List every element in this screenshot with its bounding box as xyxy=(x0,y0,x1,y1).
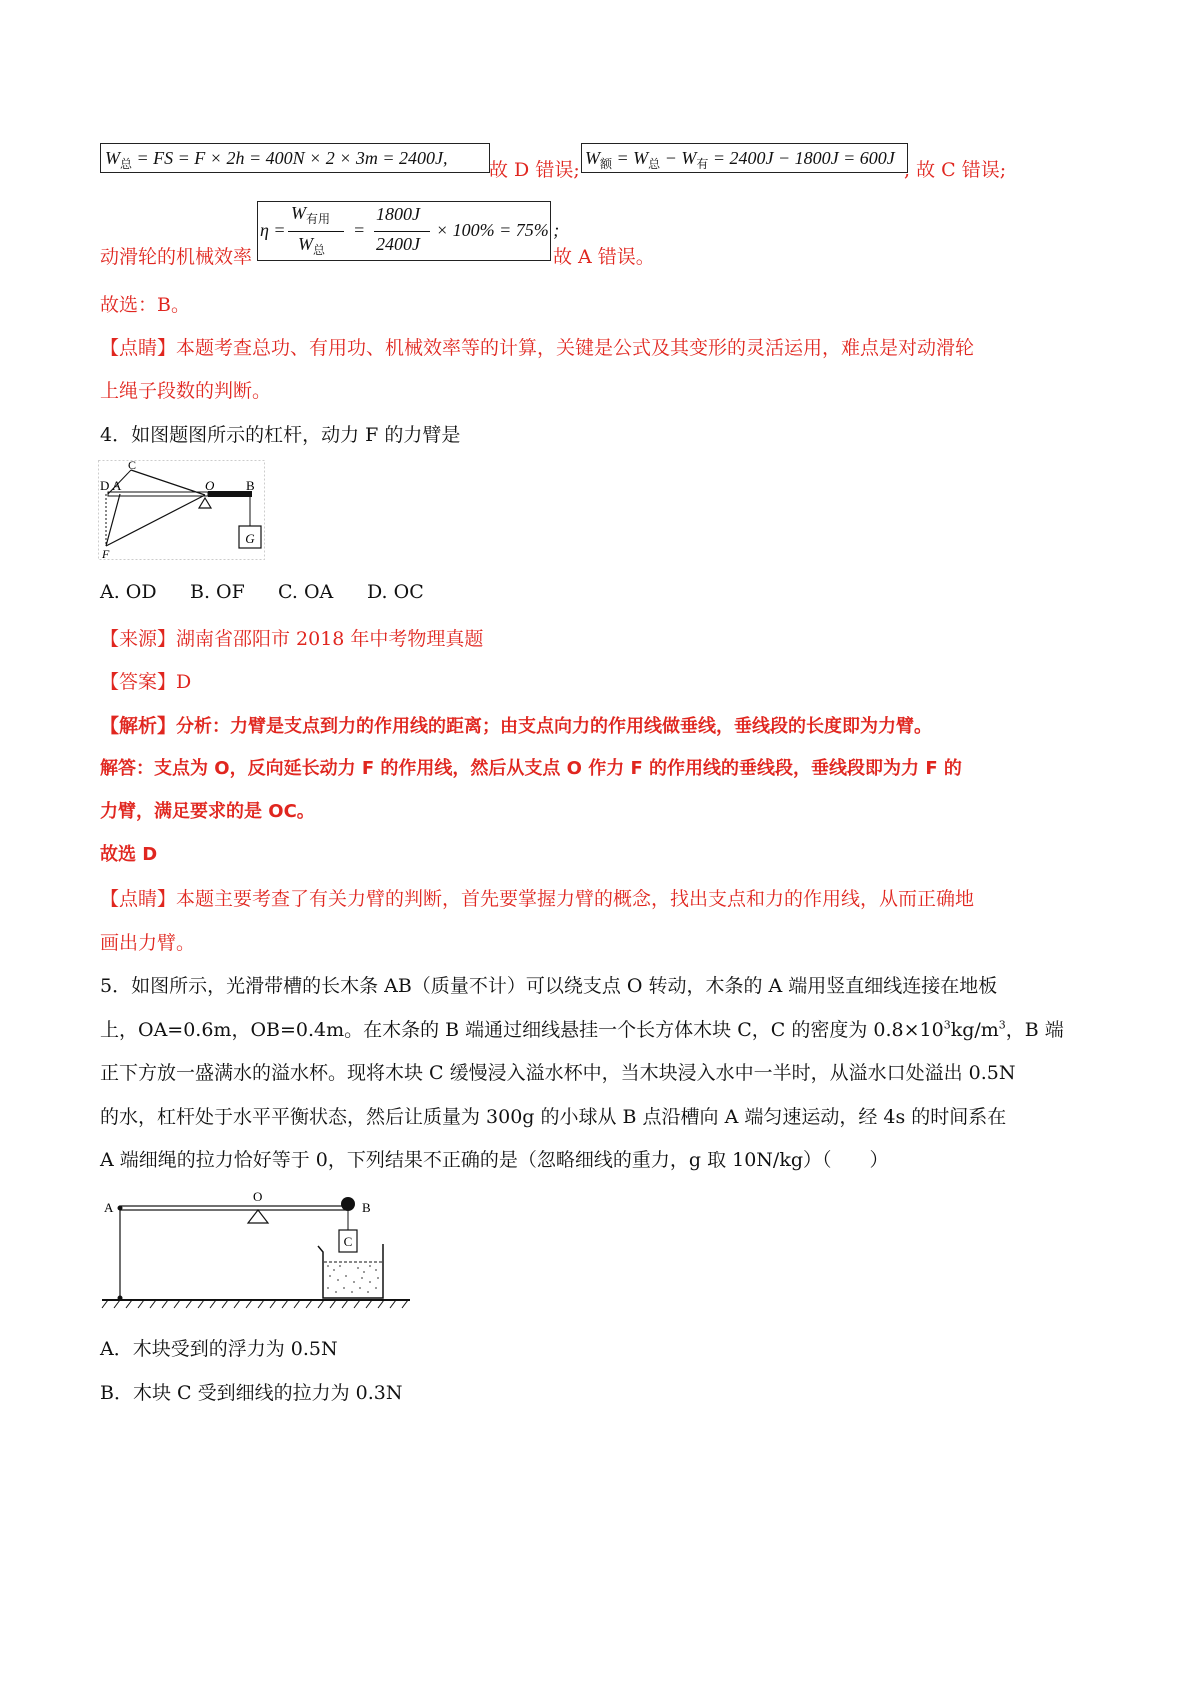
q5-lever-figure xyxy=(98,1186,418,1311)
formula-total-work: $W_总$ = FS = F × 2h = 400N × 2 × 3m = 2400J, xyxy=(100,143,490,173)
label-O: O xyxy=(253,1189,263,1204)
q4-source: 【来源】湖南省邵阳市 2018 年中考物理真题 xyxy=(100,628,484,650)
label-A: A xyxy=(112,478,122,493)
text-c-wrong: , 故 C 错误; xyxy=(904,159,1007,181)
q4-comment-line2: 画出力臂。 xyxy=(100,932,196,954)
q4-analysis-line3: 力臂，满足要求的是 OC。 xyxy=(100,801,315,822)
label-G: G xyxy=(245,531,255,546)
eta-num2: 1800J xyxy=(376,204,420,224)
label-F: F xyxy=(102,547,110,560)
q4-option-a: A. OD xyxy=(100,581,157,603)
text-a-wrong: 故 A 错误。 xyxy=(553,246,655,268)
label-O: O xyxy=(205,478,215,493)
q5-line4: 的水，杠杆处于水平平衡状态，然后让质量为 300g 的小球从 B 点沿槽向 A 端匀速运动，经 4s 的时间系在 xyxy=(100,1106,1007,1128)
text-d-wrong: 故 D 错误; xyxy=(489,159,580,181)
eta-den2: 2400J xyxy=(376,234,420,254)
label-D: D xyxy=(100,478,110,493)
q5-line2: 上，OA=0.6m，OB=0.4m。在木条的 B 端通过细线悬挂一个长方体木块 C，C 的密度为 $0.8\times 10^3kg/m^3$，B 端 xyxy=(100,1018,1064,1041)
q5-option-a: A．木块受到的浮力为 0.5N xyxy=(100,1338,338,1360)
lever-beaker-diagram xyxy=(98,1186,418,1311)
formula-efficiency xyxy=(257,201,560,261)
q5-line5: A 端细绳的拉力恰好等于 0，下列结果不正确的是（忽略细线的重力，g 取 10N/kg）（ ） xyxy=(100,1149,889,1171)
eta-symbol: η = xyxy=(260,220,286,240)
q3-choice: 故选：B。 xyxy=(100,294,190,316)
q5-line3: 正下方放一盛满水的溢水杯。现将木块 C 缓慢浸入溢水杯中，当木块浸入水中一半时，从溢水口处溢出 0.5N xyxy=(100,1062,1016,1084)
label-B: B xyxy=(362,1200,371,1215)
q4-option-d: D. OC xyxy=(367,581,424,603)
eta-equals: = xyxy=(353,220,366,240)
q3-comment-line2: 上绳子段数的判断。 xyxy=(100,380,272,402)
fraction-bar-1 xyxy=(288,231,344,232)
efficiency-label: 动滑轮的机械效率 xyxy=(100,246,253,268)
q3-comment: 【点睛】本题考查总功、有用功、机械效率等的计算，关键是公式及其变形的灵活运用，难点是对动滑轮 xyxy=(100,337,975,359)
eta-numerator: $W_{有用}$ xyxy=(291,203,331,226)
eta-denominator: $W_总$ xyxy=(298,234,326,257)
q5-option-b: B．木块 C 受到细线的拉力为 0.3N xyxy=(100,1382,403,1404)
q4-answer: 【答案】D xyxy=(100,671,192,693)
q5-line1: 5．如图所示，光滑带槽的长木条 AB（质量不计）可以绕支点 O 转动，木条的 A 端用竖直细线连接在地板 xyxy=(100,975,998,997)
q4-option-c: C. OA xyxy=(278,581,334,603)
label-A: A xyxy=(104,1200,114,1215)
lever-diagram xyxy=(98,460,268,560)
label-C: C xyxy=(128,460,137,472)
q4-comment: 【点睛】本题主要考查了有关力臂的判断，首先要掌握力臂的概念，找出支点和力的作用线，从而正确地 xyxy=(100,888,975,910)
q4-analysis-line1: 【解析】分析：力臂是支点到力的作用线的距离；由支点向力的作用线做垂线，垂线段的长度即为力臂。 xyxy=(100,715,933,737)
q4-option-b: B. OF xyxy=(190,581,245,603)
formula-extra-work: $W_额 = W_总 - W_有 = 2400J - 1800J = 600J$ xyxy=(581,143,908,173)
fraction-bar-2 xyxy=(374,231,430,232)
q4-stem: 4．如图题图所示的杠杆，动力 F 的力臂是 xyxy=(100,424,461,446)
q4-lever-figure xyxy=(98,460,268,560)
label-B: B xyxy=(246,478,255,493)
eta-rest: × 100% = 75% ; xyxy=(436,220,560,240)
q4-analysis-line4: 故选 D xyxy=(100,844,158,865)
q4-analysis-line2: 解答：支点为 O，反向延长动力 F 的作用线，然后从支点 O 作力 F 的作用线的垂线段，垂线段即为力 F 的 xyxy=(100,758,962,779)
label-C: C xyxy=(343,1234,353,1249)
